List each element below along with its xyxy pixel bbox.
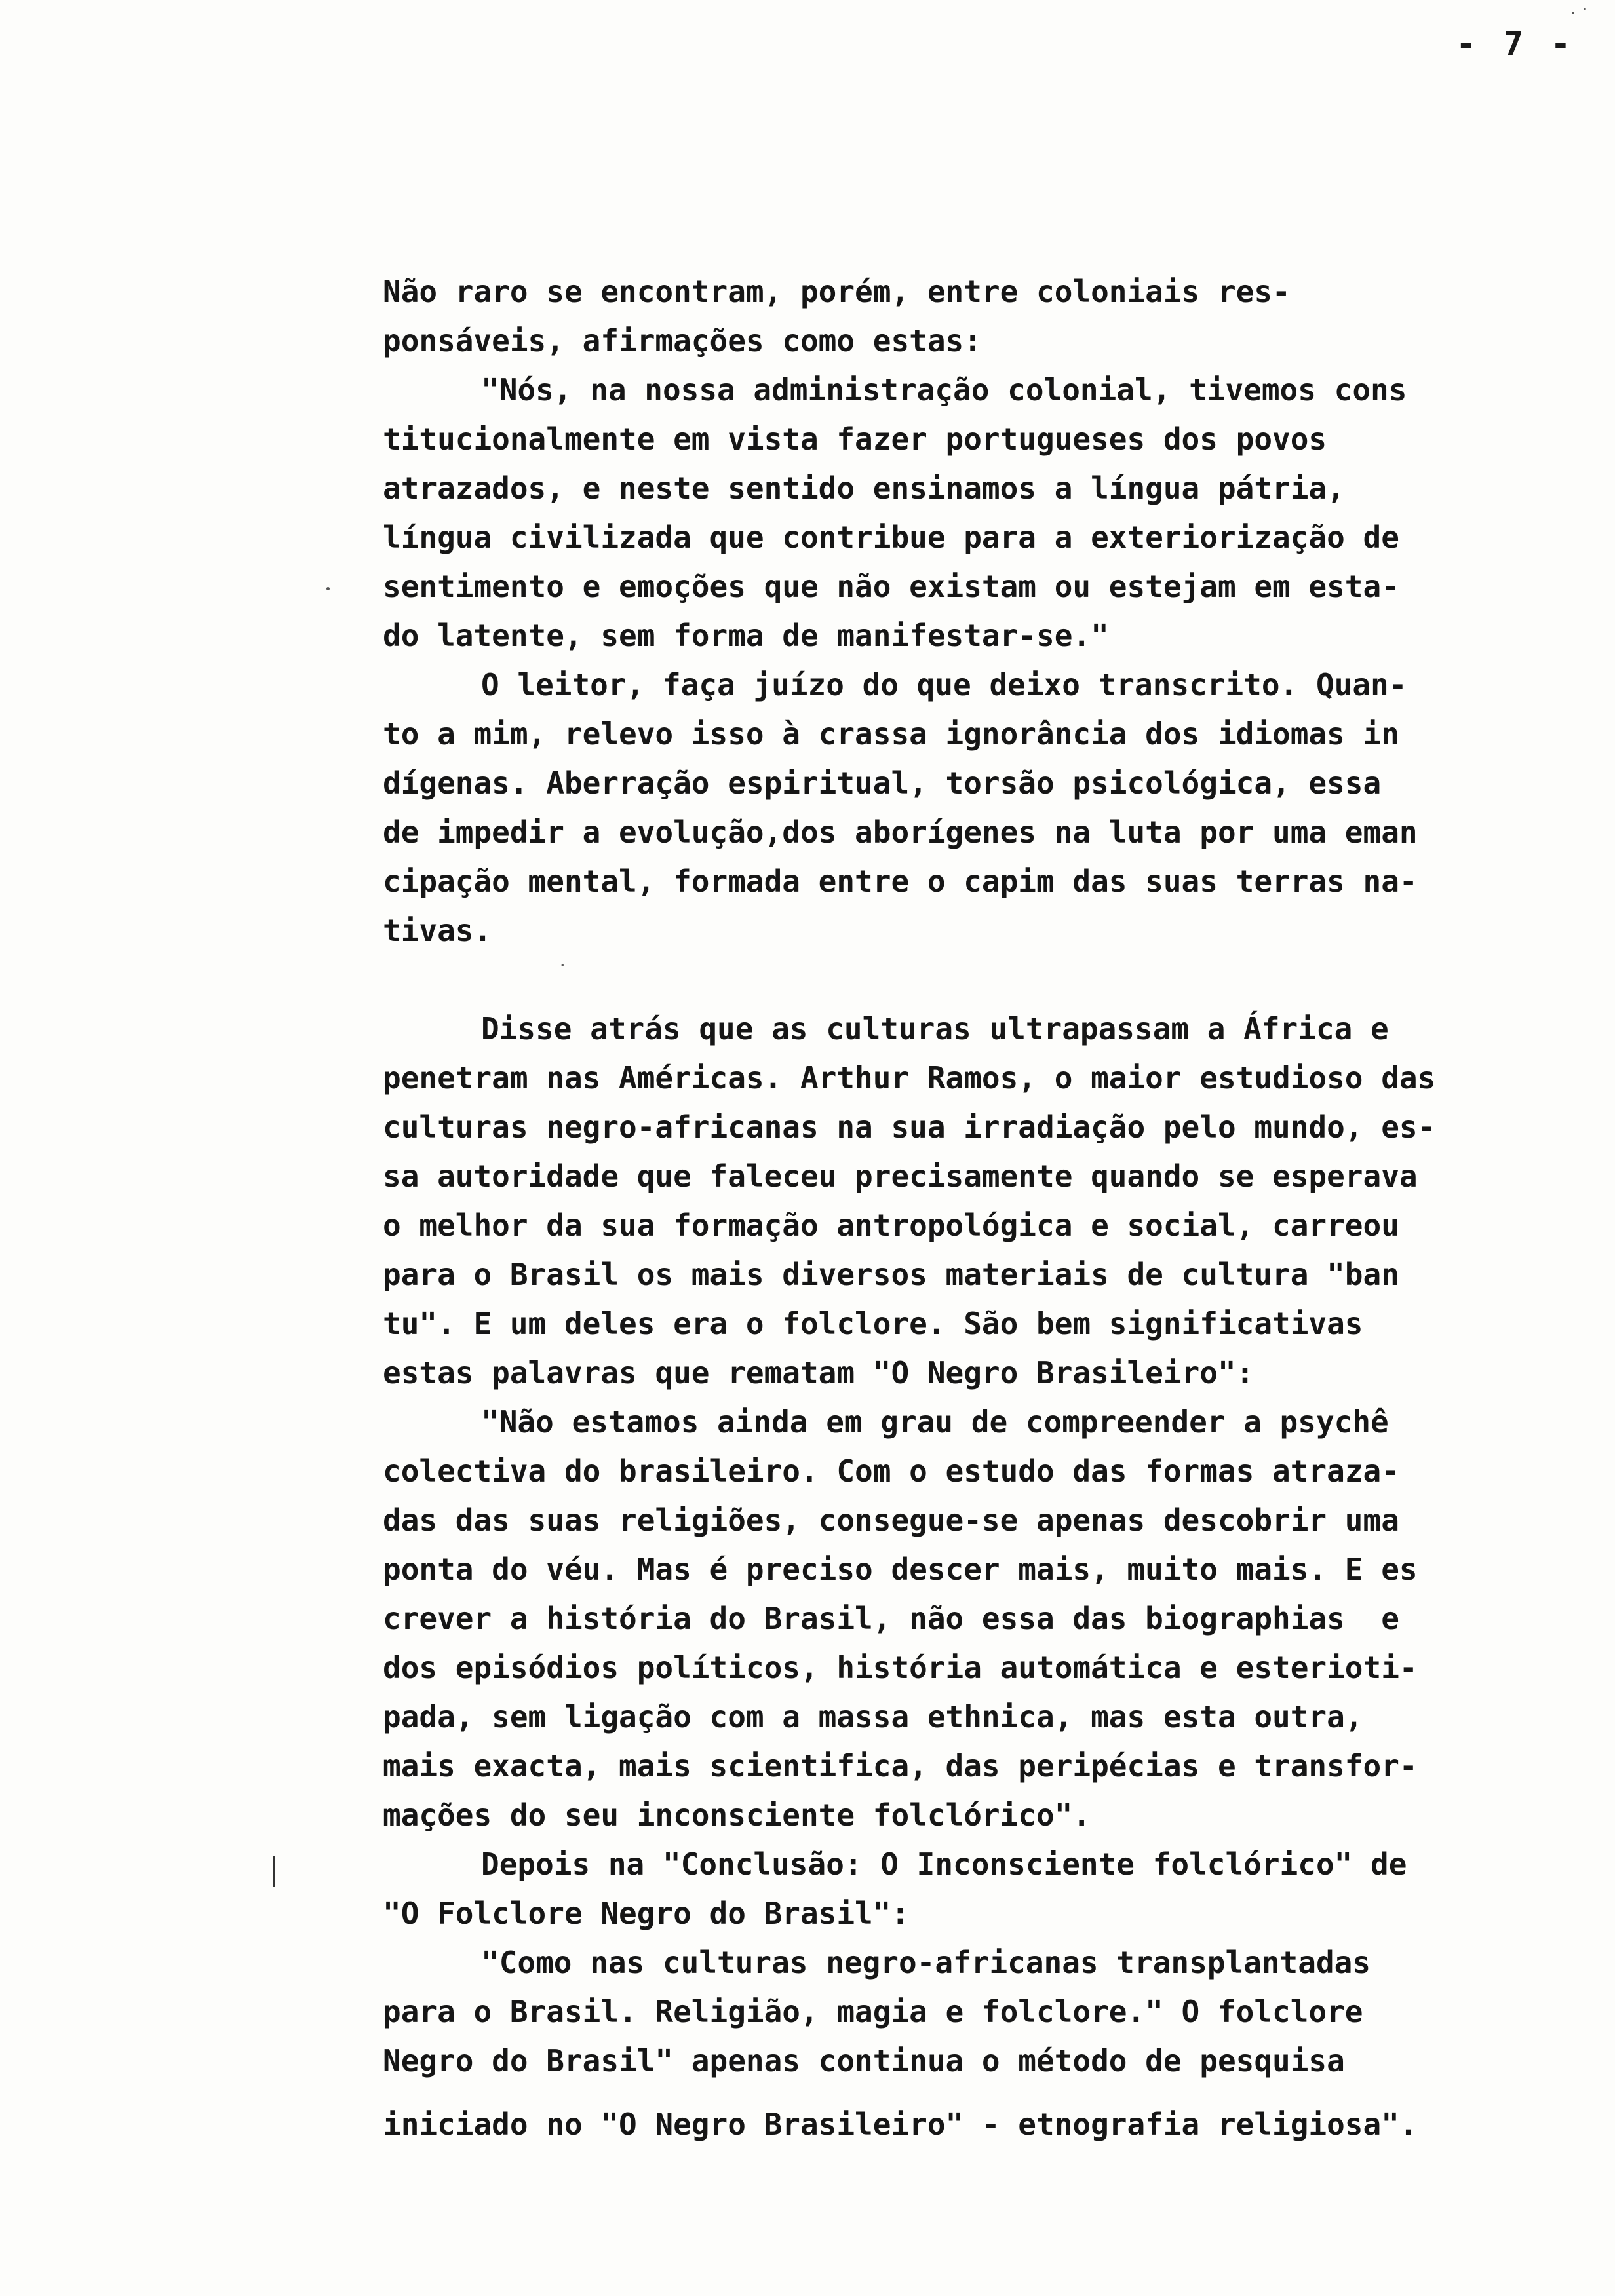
text-line: língua civilizada que contribue para a exteriorização de bbox=[383, 520, 1399, 555]
text-line: titucionalmente em vista fazer portugueses dos povos bbox=[383, 421, 1327, 457]
text-line: "Como nas culturas negro-africanas transplantadas bbox=[481, 1945, 1371, 1980]
scan-speck bbox=[1584, 8, 1586, 10]
text-line: atrazados, e neste sentido ensinamos a língua pátria, bbox=[383, 470, 1345, 506]
text-line: das das suas religiões, consegue-se apenas descobrir uma bbox=[383, 1502, 1399, 1538]
text-line: O leitor, faça juízo do que deixo transcrito. Quan- bbox=[481, 667, 1407, 702]
text-line: para o Brasil. Religião, magia e folclore." O folclore bbox=[383, 1994, 1363, 2029]
text-line: ponta do véu. Mas é preciso descer mais, muito mais. E es bbox=[383, 1552, 1418, 1587]
margin-mark bbox=[273, 1856, 275, 1887]
scan-speck bbox=[326, 587, 330, 590]
text-line: mais exacta, mais scientifica, das peripécias e transfor- bbox=[383, 1748, 1418, 1784]
text-line: estas palavras que rematam "O Negro Brasileiro": bbox=[383, 1355, 1255, 1390]
scan-speck bbox=[1572, 12, 1574, 14]
paragraph bbox=[383, 366, 1536, 660]
paragraph bbox=[383, 1938, 1536, 2149]
text-line: "Nós, na nossa administração colonial, tivemos cons bbox=[481, 372, 1407, 408]
text-line: tu". E um deles era o folclore. São bem significativas bbox=[383, 1306, 1363, 1341]
paragraph bbox=[383, 1398, 1536, 1840]
text-line: sa autoridade que faleceu precisamente quando se esperava bbox=[383, 1158, 1418, 1194]
text-line: sentimento e emoções que não existam ou estejam em esta- bbox=[383, 569, 1399, 604]
paragraph bbox=[383, 1840, 1536, 1938]
text-line: to a mim, relevo isso à crassa ignorância dos idiomas in bbox=[383, 716, 1399, 752]
text-line: de impedir a evolução,dos aborígenes na luta por uma eman bbox=[383, 814, 1418, 850]
paragraph bbox=[383, 660, 1536, 955]
text-line: cipação mental, formada entre o capim das suas terras na- bbox=[383, 864, 1418, 899]
text-line: dos episódios políticos, história automática e esterioti- bbox=[383, 1650, 1418, 1685]
text-line: colectiva do brasileiro. Com o estudo das formas atraza- bbox=[383, 1453, 1399, 1489]
text-line: penetram nas Américas. Arthur Ramos, o maior estudioso das bbox=[383, 1060, 1436, 1096]
paragraph bbox=[383, 267, 1536, 366]
text-line: culturas negro-africanas na sua irradiação pelo mundo, es- bbox=[383, 1109, 1436, 1145]
paragraph-spacer bbox=[383, 955, 1536, 1004]
text-line: crever a história do Brasil, não essa das biographias e bbox=[383, 1601, 1399, 1636]
text-line: "Não estamos ainda em grau de compreender a psychê bbox=[481, 1404, 1389, 1440]
text-line: Depois na "Conclusão: O Inconsciente folclórico" de bbox=[481, 1846, 1407, 1882]
document-body bbox=[383, 267, 1536, 2149]
text-line: tivas. bbox=[383, 913, 492, 948]
page-number: - 7 - bbox=[1456, 25, 1574, 63]
text-line: mações do seu inconsciente folclórico". bbox=[383, 1797, 1091, 1833]
text-line: "O Folclore Negro do Brasil": bbox=[383, 1896, 910, 1931]
text-line: dígenas. Aberração espiritual, torsão psicológica, essa bbox=[383, 765, 1382, 801]
text-line: Disse atrás que as culturas ultrapassam a África e bbox=[481, 1011, 1389, 1046]
text-line: iniciado no "O Negro Brasileiro" - etnografia religiosa". bbox=[383, 2107, 1418, 2142]
text-line: para o Brasil os mais diversos materiais de cultura "ban bbox=[383, 1257, 1399, 1292]
text-line: pada, sem ligação com a massa ethnica, mas esta outra, bbox=[383, 1699, 1363, 1734]
scan-speck bbox=[561, 964, 564, 966]
text-line: ponsáveis, afirmações como estas: bbox=[383, 323, 982, 358]
text-line: Negro do Brasil" apenas continua o método de pesquisa bbox=[383, 2043, 1345, 2078]
paragraph bbox=[383, 1004, 1536, 1398]
text-line: Não raro se encontram, porém, entre coloniais res- bbox=[383, 274, 1291, 309]
text-line: do latente, sem forma de manifestar-se." bbox=[383, 618, 1109, 653]
text-line: o melhor da sua formação antropológica e social, carreou bbox=[383, 1208, 1399, 1243]
